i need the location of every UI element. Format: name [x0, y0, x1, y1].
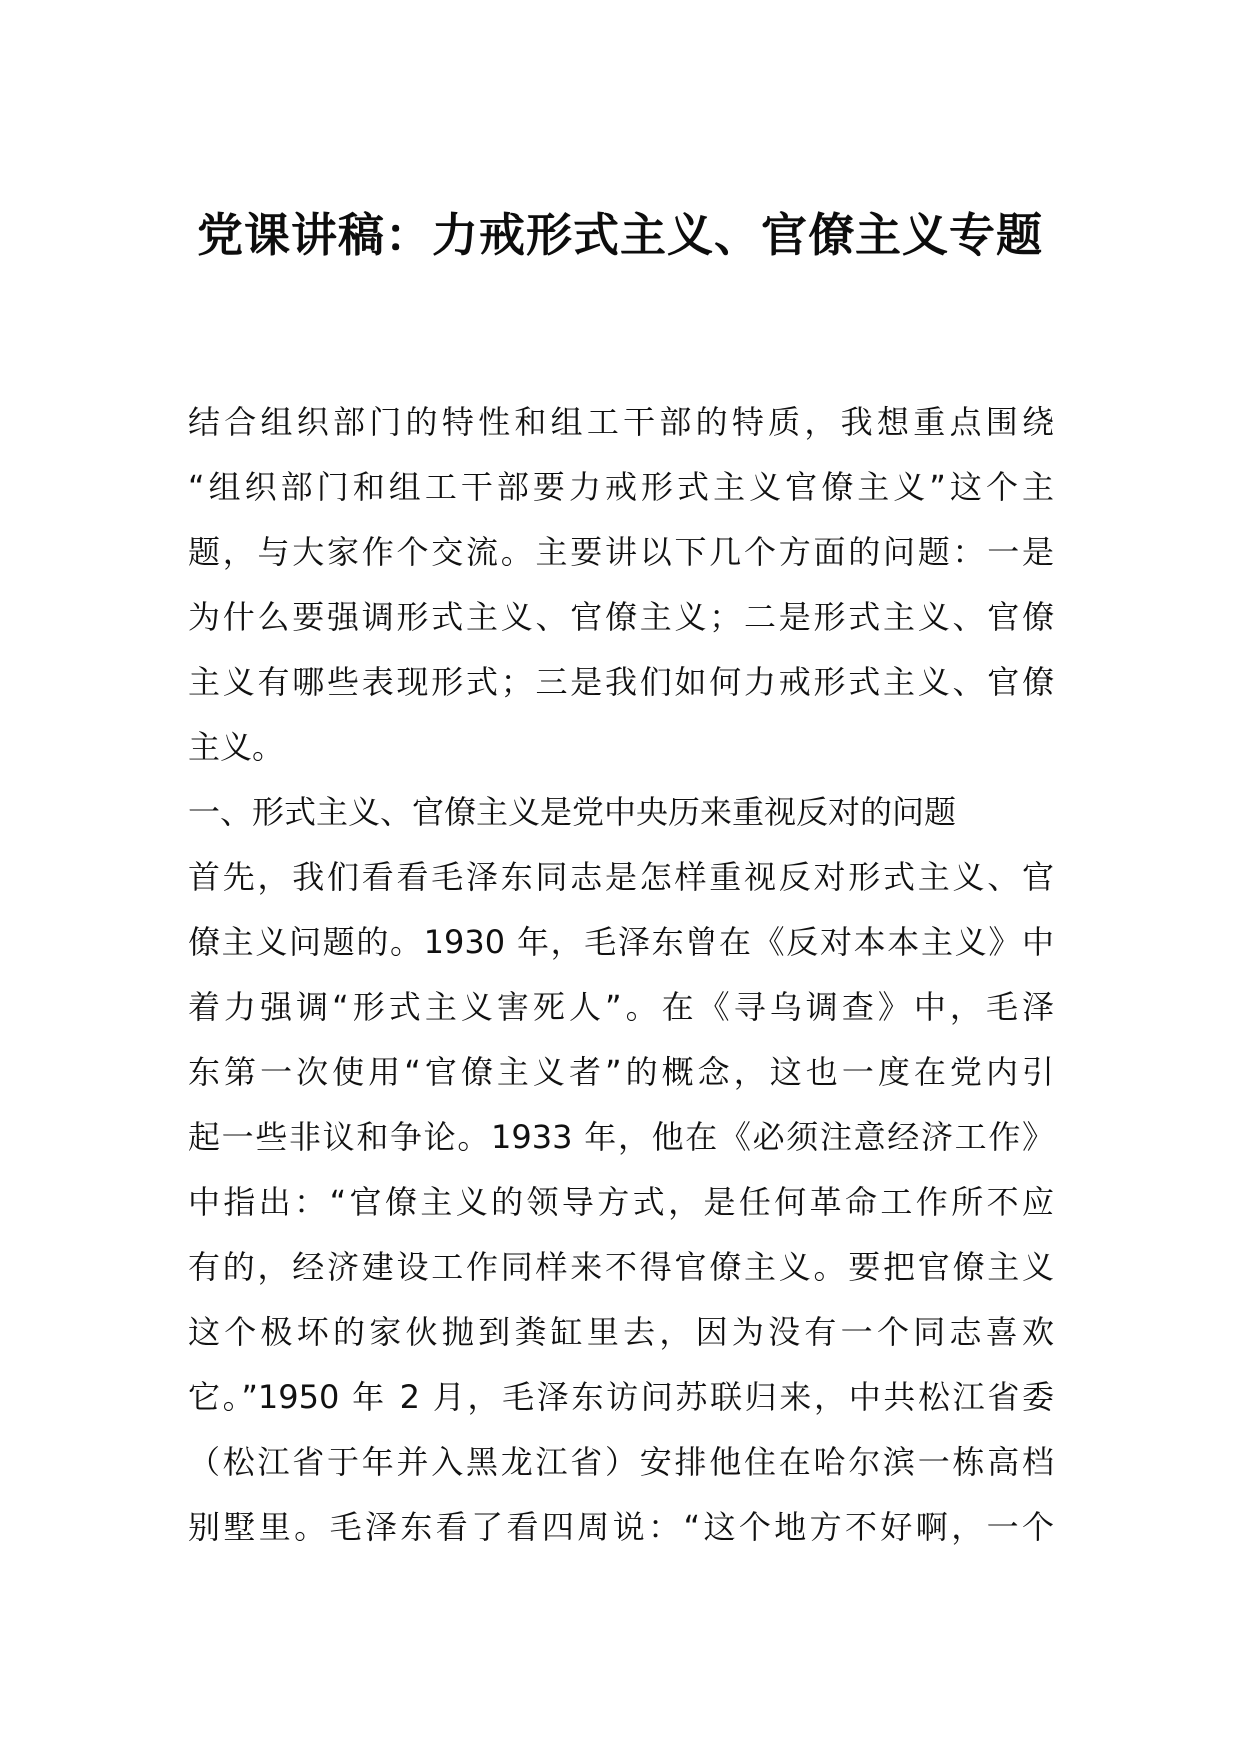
paragraph-line: 主义有哪些表现形式；三是我们如何力戒形式主义、官僚	[188, 663, 1054, 701]
paragraph-line: 起一些非议和争论。1933 年，他在《必须注意经济工作》	[188, 1118, 1054, 1156]
paragraph-line: 僚主义问题的。1930 年，毛泽东曾在《反对本本主义》中	[188, 923, 1054, 961]
paragraph-line: 主义。	[188, 728, 285, 766]
paragraph-line: （松江省于年并入黑龙江省）安排他住在哈尔滨一栋高档	[188, 1443, 1054, 1481]
paragraph-line: 为什么要强调形式主义、官僚主义；二是形式主义、官僚	[188, 598, 1054, 636]
document-title: 党课讲稿：力戒形式主义、官僚主义专题	[197, 208, 1043, 262]
paragraph-line: 首先，我们看看毛泽东同志是怎样重视反对形式主义、官	[188, 858, 1054, 896]
paragraph-line: 这个极坏的家伙抛到粪缸里去，因为没有一个同志喜欢	[188, 1313, 1054, 1351]
paragraph-line: 一、形式主义、官僚主义是党中央历来重视反对的问题	[188, 793, 957, 831]
paragraph-line: 题，与大家作个交流。主要讲以下几个方面的问题：一是	[188, 533, 1054, 571]
paragraph-line: 东第一次使用“官僚主义者”的概念，这也一度在党内引	[188, 1053, 1054, 1091]
document-body	[188, 390, 1054, 1560]
paragraph-line: 它。”1950 年 2 月，毛泽东访问苏联归来，中共松江省委	[188, 1378, 1054, 1416]
paragraph-line: 结合组织部门的特性和组工干部的特质，我想重点围绕	[188, 403, 1054, 441]
paragraph-line: 有的，经济建设工作同样来不得官僚主义。要把官僚主义	[188, 1248, 1054, 1286]
paragraph-line: 着力强调“形式主义害死人”。在《寻乌调查》中，毛泽	[188, 988, 1054, 1026]
paragraph-line: 别墅里。毛泽东看了看四周说：“这个地方不好啊，一个	[188, 1508, 1054, 1546]
paragraph-line: 中指出：“官僚主义的领导方式，是任何革命工作所不应	[188, 1183, 1054, 1221]
paragraph-line: “组织部门和组工干部要力戒形式主义官僚主义”这个主	[188, 468, 1054, 506]
